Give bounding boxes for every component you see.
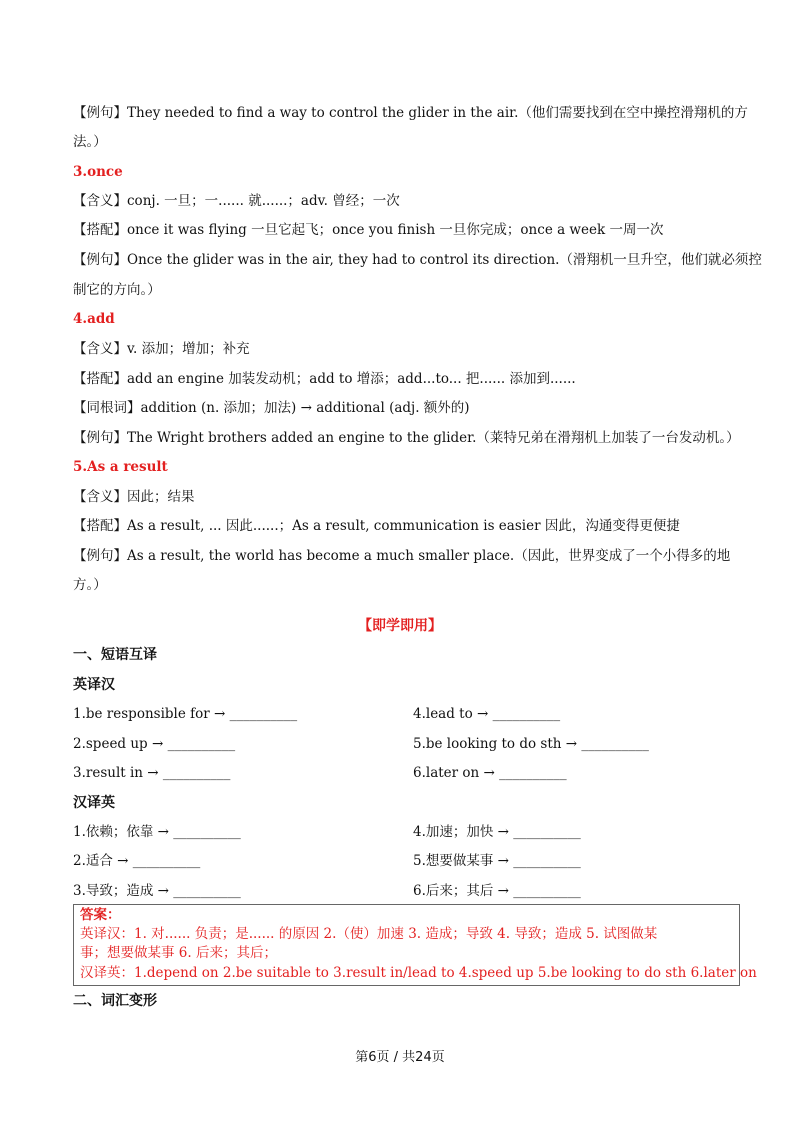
collocation-as-a-result: 【搭配】As a result, ... 因此......；As a result, communication is easier 因此，沟通变得更便捷 [73,518,680,534]
section-title: 【即学即用】 [358,618,442,634]
meaning-add: 【含义】v. 添加；增加；补充 [73,341,250,357]
example-once: 【例句】Once the glider was in the air, they had to control its direction.（滑翔机一旦升空，他们就必须控 [73,252,762,268]
example-sentence-glider: 【例句】They needed to find a way to control the glider in the air.（他们需要找到在空中操控滑翔机的方 [73,105,748,121]
meaning-once: 【含义】conj. 一旦；一...... 就......；adv. 曾经；一次 [73,193,400,209]
example-once-cont: 制它的方向。） [73,282,161,298]
cognate-add: 【同根词】addition (n. 添加；加法) → additional (adj. 额外的) [73,400,470,416]
en-to-zh-q3: 3.result in → __________ [73,765,231,781]
part2-title: 二、词汇变形 [73,993,157,1009]
answer-zh-to-en: 汉译英：1.depend on 2.be suitable to 3.result in/lead to 4.speed up 5.be looking to do sth 6.later on [80,965,757,981]
en-to-zh-q6: 6.later on → __________ [413,765,567,781]
part1-title: 一、短语互译 [73,647,157,663]
example-as-a-result-cont: 方。） [73,577,107,593]
answer-en-to-zh-cont: 事；想要做某事 6. 后来；其后； [80,945,277,961]
word-heading-add: 4.add [73,311,115,327]
example-add: 【例句】The Wright brothers added an engine to the glider.（莱特兄弟在滑翔机上加装了一台发动机。） [73,430,740,446]
zh-to-en-title: 汉译英 [73,795,115,811]
collocation-once: 【搭配】once it was flying 一旦它起飞；once you finish 一旦你完成；once a week 一周一次 [73,222,664,238]
en-to-zh-q2: 2.speed up → __________ [73,736,236,752]
example-sentence-glider-cont: 法。） [73,134,107,150]
zh-to-en-q1: 1.依赖；依靠 → __________ [73,824,241,840]
en-to-zh-q4: 4.lead to → __________ [413,706,561,722]
en-to-zh-q5: 5.be looking to do sth → __________ [413,736,649,752]
collocation-add: 【搭配】add an engine 加装发动机；add to 增添；add...to... 把...... 添加到...... [73,371,576,387]
answer-en-to-zh: 英译汉：1. 对...... 负责；是...... 的原因 2.（使）加速 3. 造成；导致 4. 导致；造成 5. 试图做某 [80,926,658,942]
zh-to-en-q2: 2.适合 → __________ [73,853,201,869]
en-to-zh-q1: 1.be responsible for → __________ [73,706,298,722]
word-heading-once: 3.once [73,164,123,180]
en-to-zh-title: 英译汉 [73,677,115,693]
meaning-as-a-result: 【含义】因此；结果 [73,489,195,505]
zh-to-en-q3: 3.导致；造成 → __________ [73,883,241,899]
zh-to-en-q4: 4.加速；加快 → __________ [413,824,581,840]
page-footer: 第6页 / 共24页 [355,1050,445,1065]
word-heading-as-a-result: 5.As a result [73,459,168,475]
zh-to-en-q5: 5.想要做某事 → __________ [413,853,581,869]
zh-to-en-q6: 6.后来；其后 → __________ [413,883,581,899]
example-as-a-result: 【例句】As a result, the world has become a much smaller place.（因此，世界变成了一个小得多的地 [73,548,731,564]
answer-label: 答案： [80,907,121,923]
